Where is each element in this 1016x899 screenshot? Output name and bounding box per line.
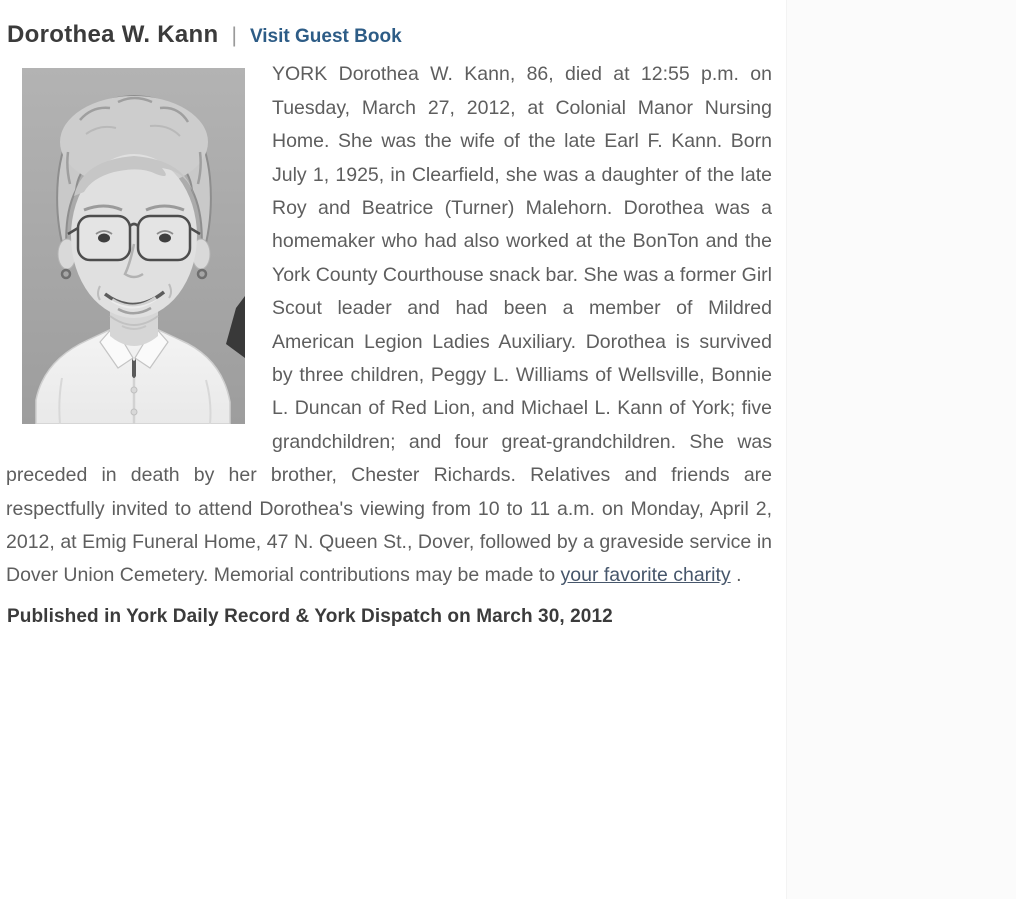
- favorite-charity-link[interactable]: your favorite charity: [560, 564, 731, 587]
- placket-shadow: [132, 358, 136, 378]
- blouse-button: [131, 387, 137, 393]
- blouse-button: [131, 409, 137, 415]
- obituary-body: [6, 58, 772, 593]
- visit-guest-book-link[interactable]: Visit Guest Book: [249, 26, 402, 47]
- eye-left: [98, 234, 110, 243]
- obituary-text-end: .: [730, 564, 742, 587]
- obituary-header: [6, 22, 778, 48]
- portrait-photo-image: [22, 68, 245, 424]
- eye-right: [159, 234, 171, 243]
- page-title: Dorothea W. Kann: [7, 21, 219, 48]
- obituary-text: YORK Dorothea W. Kann, 86, died at 12:55 p.m. on Tuesday, March 27, 2012, at Colonial Manor Nursing Home. She was the wife of the late Earl F. Kann. Born July 1, 1925, in Clearfield, she was a daughter of the late Roy and Beatrice (Turner) Malehorn. Dorothea was a homemaker who had also worked at the BonTon and the York County Courthouse snack bar. She was a former Girl Scout leader and had been a member of Mildred American Legion Ladies Auxiliary. Dorothea is survived by three children, Peggy L. Williams of Wellsville, Bonnie L. Duncan of Red Lion, and Michael L. Kann of York; five grandchildren; and four great-grandchildren. She was preceded in death by her brother, Chester Richards. Relatives and friends are respectfully invited to attend Dorothea's viewing from 10 to 11 a.m. on Monday, April 2, 2012, at Emig Funeral Home, 47 N. Queen St., Dover, followed by a graveside service in Dover Union Cemetery. Memorial contributions may be made to: [6, 63, 773, 587]
- published-line: Published in York Daily Record & York Dispatch on March 30, 2012: [7, 605, 613, 627]
- portrait-photo: [22, 68, 245, 424]
- right-gutter: [786, 0, 1016, 899]
- header-separator: |: [231, 24, 237, 47]
